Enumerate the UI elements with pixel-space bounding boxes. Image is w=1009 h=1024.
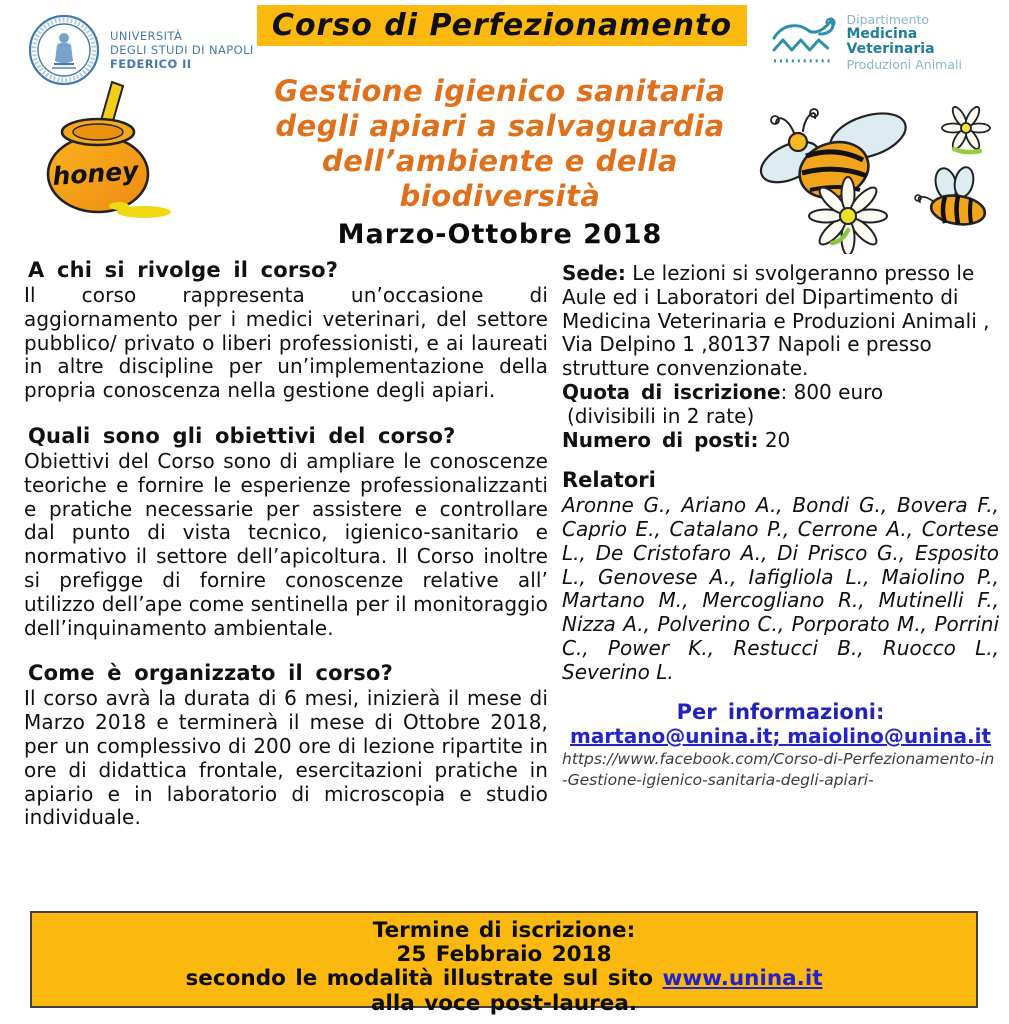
- speakers-section: [562, 469, 999, 684]
- department-name: [847, 12, 1009, 72]
- section-objectives: [24, 424, 548, 640]
- fee-note: (divisibili in 2 rate): [567, 403, 755, 428]
- section-body: Il corso avrà la durata di 6 mesi, inizierà il mese di Marzo 2018 e terminerà il mese di Ottobre 2018, per un complessivo di 200 ore di lezione ripartite in ore di didattica frontale, esercitazioni pratiche in apiario e in laboratorio di microscopia e studio individuale.: [24, 686, 548, 830]
- course-title: [205, 74, 795, 214]
- seats-paragraph: [562, 429, 999, 453]
- deadline-line4: alla voce post-laurea.: [370, 990, 638, 1016]
- section-heading: Come è organizzato il corso?: [28, 661, 394, 686]
- department-name-line1: Dipartimento: [846, 12, 930, 27]
- venue-paragraph: [562, 262, 999, 381]
- university-seal-icon: [28, 14, 100, 86]
- seats-label: Numero di posti:: [562, 427, 759, 452]
- university-name: [110, 29, 254, 71]
- bees-flowers-icon: [748, 96, 1007, 254]
- info-heading: Per informazioni:: [676, 699, 885, 724]
- deadline-line3: [32, 967, 976, 991]
- bees-flowers-illustration: [748, 96, 1007, 258]
- email-separator: ;: [772, 724, 788, 749]
- deadline-line3-text: secondo le modalità illustrate sul sito: [185, 966, 663, 992]
- section-heading: A chi si rivolge il corso?: [28, 258, 339, 282]
- venue-label: Sede:: [562, 261, 626, 285]
- fee-label: Quota di iscrizione: [562, 379, 781, 404]
- seats-value: 20: [758, 427, 791, 452]
- section-body: Obiettivi del Corso sono di ampliare le conoscenze teoriche e fornire le esperienze professionalizzanti e pratiche necessarie per assistere e controllare dal punto di vista tecnico, igienico-sanitario e normativo il settore dell’apicoltura. Il Corso inoltre si prefigge di fornire conoscenze relative all’ utilizzo dell’ape come sentinella per il monitoraggio dell’inquinamento ambientale.: [24, 448, 548, 640]
- deadline-line1: Termine di iscrizione:: [372, 918, 636, 943]
- honey-jar-icon: [26, 80, 178, 222]
- section-heading: Quali sono gli obiettivi del corso?: [28, 423, 456, 448]
- course-title-line1: Gestione igienico sanitaria: [274, 74, 726, 108]
- course-dates: Marzo-Ottobre 2018: [337, 219, 663, 250]
- department-name-line2: Medicina Veterinaria: [846, 26, 935, 57]
- department-name-line3: Produzioni Animali: [846, 57, 962, 72]
- course-title-line4: biodiversità: [399, 179, 601, 213]
- honey-jar-illustration: [26, 80, 178, 226]
- section-target-audience: [24, 258, 548, 403]
- speakers-heading: Relatori: [562, 468, 656, 493]
- university-name-line3: FEDERICO II: [110, 57, 192, 71]
- section-organization: [24, 661, 548, 830]
- deadline-line2: 25 Febbraio 2018: [396, 942, 612, 968]
- department-logo: [770, 12, 1009, 72]
- right-column: [562, 262, 999, 790]
- course-type-banner: Corso di Perfezionamento: [257, 5, 747, 46]
- left-column: [24, 258, 548, 851]
- deadline-banner: [30, 911, 978, 1016]
- fee-value: : 800 euro: [780, 379, 884, 404]
- course-title-line3: dell’ambiente e della: [322, 144, 678, 178]
- course-title-line2: degli apiari a salvaguardia: [275, 109, 725, 143]
- fee-paragraph: [562, 381, 999, 429]
- facebook-url: https://www.facebook.com/Corso-di-Perfezionamento-in-Gestione-igienico-sanitaria-degli-apiari-: [562, 750, 995, 789]
- university-name-line2: DEGLI STUDI DI NAPOLI: [110, 43, 254, 57]
- unina-website-link[interactable]: www.unina.it: [662, 966, 823, 992]
- email-link-martano[interactable]: martano@unina.it: [570, 724, 773, 749]
- venue-text: Le lezioni si svolgeranno presso le Aule ed i Laboratori del Dipartimento di Medicina Veterinaria e Produzioni Animali , Via Delpino 1 ,80137 Napoli e presso strutture convenzionate.: [562, 261, 990, 381]
- speakers-list: Aronne G., Ariano A., Bondi G., Bovera F., Caprio E., Catalano P., Cerrone A., Cortese L., De Cristofaro A., Di Prisco G., Esposito L., Genovese A., Iafigliola L., Maiolino P., Martano M., Mercogliano R., Mutinelli F., Nizza A., Polverino C., Porporato M., Porrini C., Power K., Restucci B., Ruocco L., Severino L.: [562, 493, 999, 684]
- contact-emails: [562, 725, 999, 749]
- university-name-line1: UNIVERSITÀ: [110, 29, 183, 43]
- email-link-maiolino[interactable]: maiolino@unina.it: [787, 724, 991, 749]
- honey-jar-label: honey: [51, 156, 140, 191]
- section-body: Il corso rappresenta un’occasione di aggiornamento per i medici veterinari, del settore pubblico/ privato o liberi professionisti, e ai laureati in altre discipline per un’implementazione della propria conoscenza nella gestione degli apiari.: [24, 283, 548, 403]
- department-logo-icon: [770, 14, 840, 70]
